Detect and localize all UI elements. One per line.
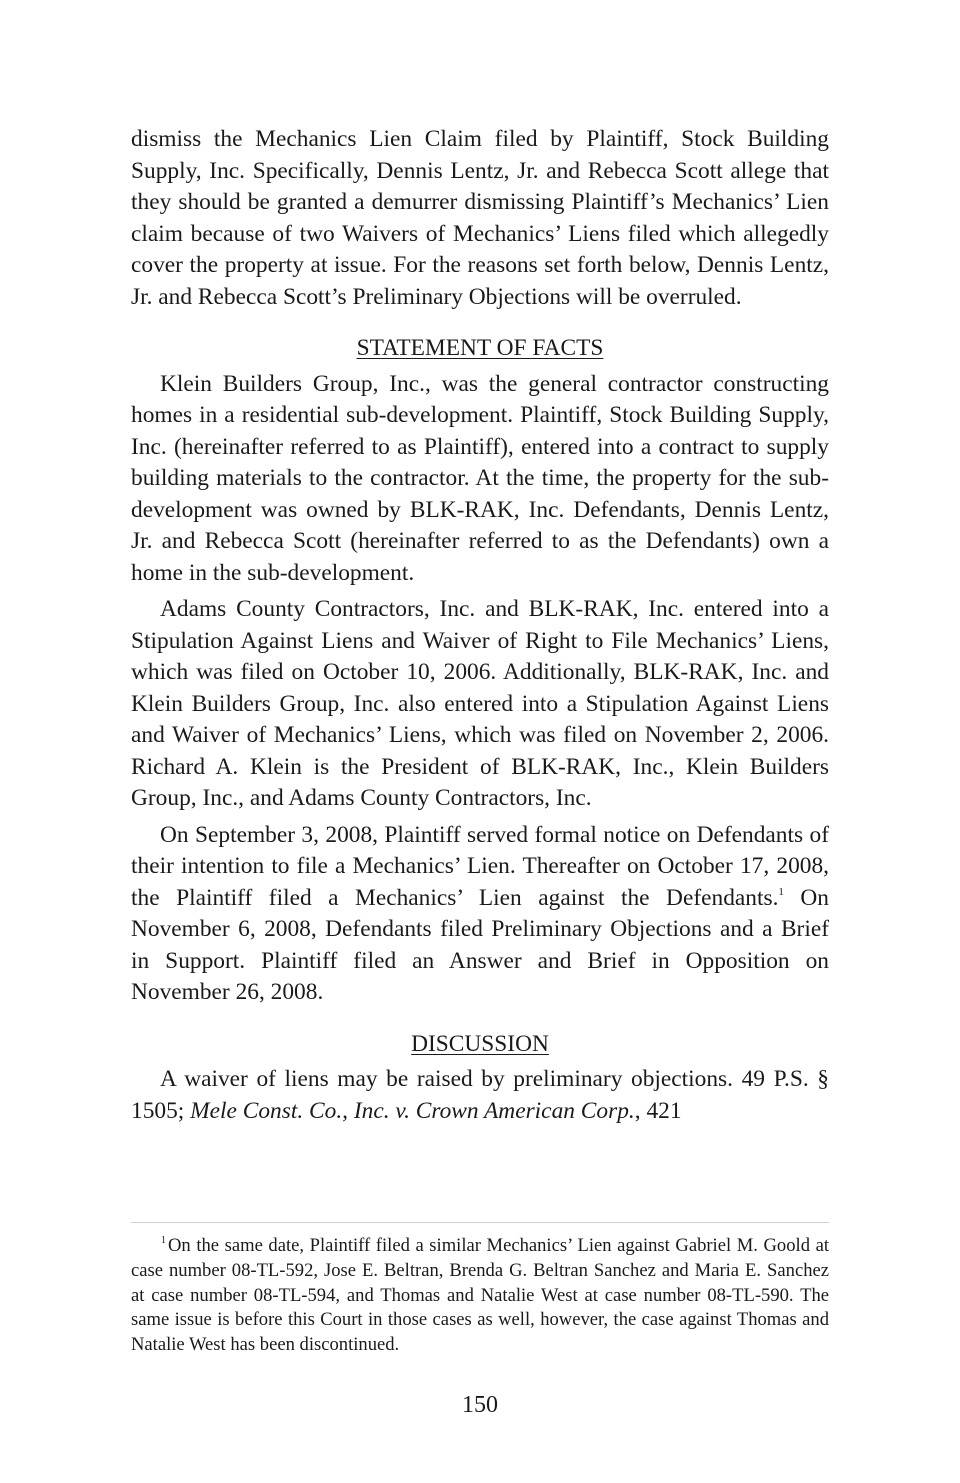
intro-paragraph: dismiss the Mechanics Lien Claim filed by Plaintiff, Stock Building Supply, Inc. Specifically, Dennis Lentz, Jr. and Rebecca Scott allege that they should be granted a demurrer dismissing Plaintiff’s Mechanics’ Lien claim because of two Waivers of Mechanics’ Liens filed which allegedly cover the property at issue. For the reasons set forth below, Dennis Lentz, Jr. and Rebecca Scott’s Preliminary Objections will be overruled. xyxy=(131,126,829,310)
discussion-paragraph xyxy=(131,1064,829,1127)
footnote-divider xyxy=(131,1222,829,1223)
footnote-reference: 1 xyxy=(778,885,784,898)
footnote xyxy=(131,1234,829,1358)
facts-paragraph-3-part-b: On November 6, 2008, Defendants filed Preliminary Objections and a Brief in Support. Plaintiff filed an Answer and Brief in Opposition on November 26, 2008. xyxy=(131,884,830,1005)
facts-paragraph-3-part-a: On September 3, 2008, Plaintiff served formal notice on Defendants of their intention to file a Mechanics’ Lien. Thereafter on October 17, 2008, the Plaintiff filed a Mechanics’ Lien against the Defendants. xyxy=(131,821,829,911)
facts-paragraph-3 xyxy=(131,820,829,1009)
page-number: 150 xyxy=(462,1392,498,1418)
discussion-text-b: , 421 xyxy=(634,1097,682,1124)
discussion-heading: DISCUSSION xyxy=(411,1030,549,1057)
discussion-text-a: A waiver of liens may be raised by preliminary objections. 49 P.S. § 1505; xyxy=(131,1066,829,1124)
facts-paragraph-1: Klein Builders Group, Inc., was the general contractor constructing homes in a residential sub-development. Plaintiff, Stock Building Supply, Inc. (hereinafter referred to as Plaintiff), entered into a contract to supply building materials to the contractor. At the time, the property for the sub-development was owned by BLK-RAK, Inc. Defendants, Dennis Lentz, Jr. and Rebecca Scott (hereinafter referred to as the Defendants) own a home in the sub-development. xyxy=(131,370,829,586)
document-body xyxy=(131,124,829,1127)
facts-paragraph-2: Adams County Contractors, Inc. and BLK-RAK, Inc. entered into a Stipulation Against Liens and Waiver of Right to File Mechanics’ Liens, which was filed on October 10, 2006. Additionally, BLK-RAK, Inc. and Klein Builders Group, Inc. also entered into a Stipulation Against Liens and Waiver of Mechanics’ Liens, which was filed on November 2, 2006. Richard A. Klein is the President of BLK-RAK, Inc., Klein Builders Group, Inc., and Adams County Contractors, Inc. xyxy=(131,596,829,811)
case-citation: Mele Const. Co., Inc. v. Crown American Corp. xyxy=(190,1097,635,1124)
footnote-marker: 1 xyxy=(161,1235,166,1246)
footnote-text: On the same date, Plaintiff filed a similar Mechanics’ Lien against Gabriel M. Goold at case number 08-TL-592, Jose E. Beltran, Brenda G. Beltran Sanchez and Maria E. Sanchez at case number 08-TL-594, and Thomas and Natalie West at case number 08-TL-590. The same issue is before this Court in those cases as well, however, the case against Thomas and Natalie West has been discontinued. xyxy=(131,1235,829,1356)
statement-of-facts-heading: STATEMENT OF FACTS xyxy=(356,335,604,361)
